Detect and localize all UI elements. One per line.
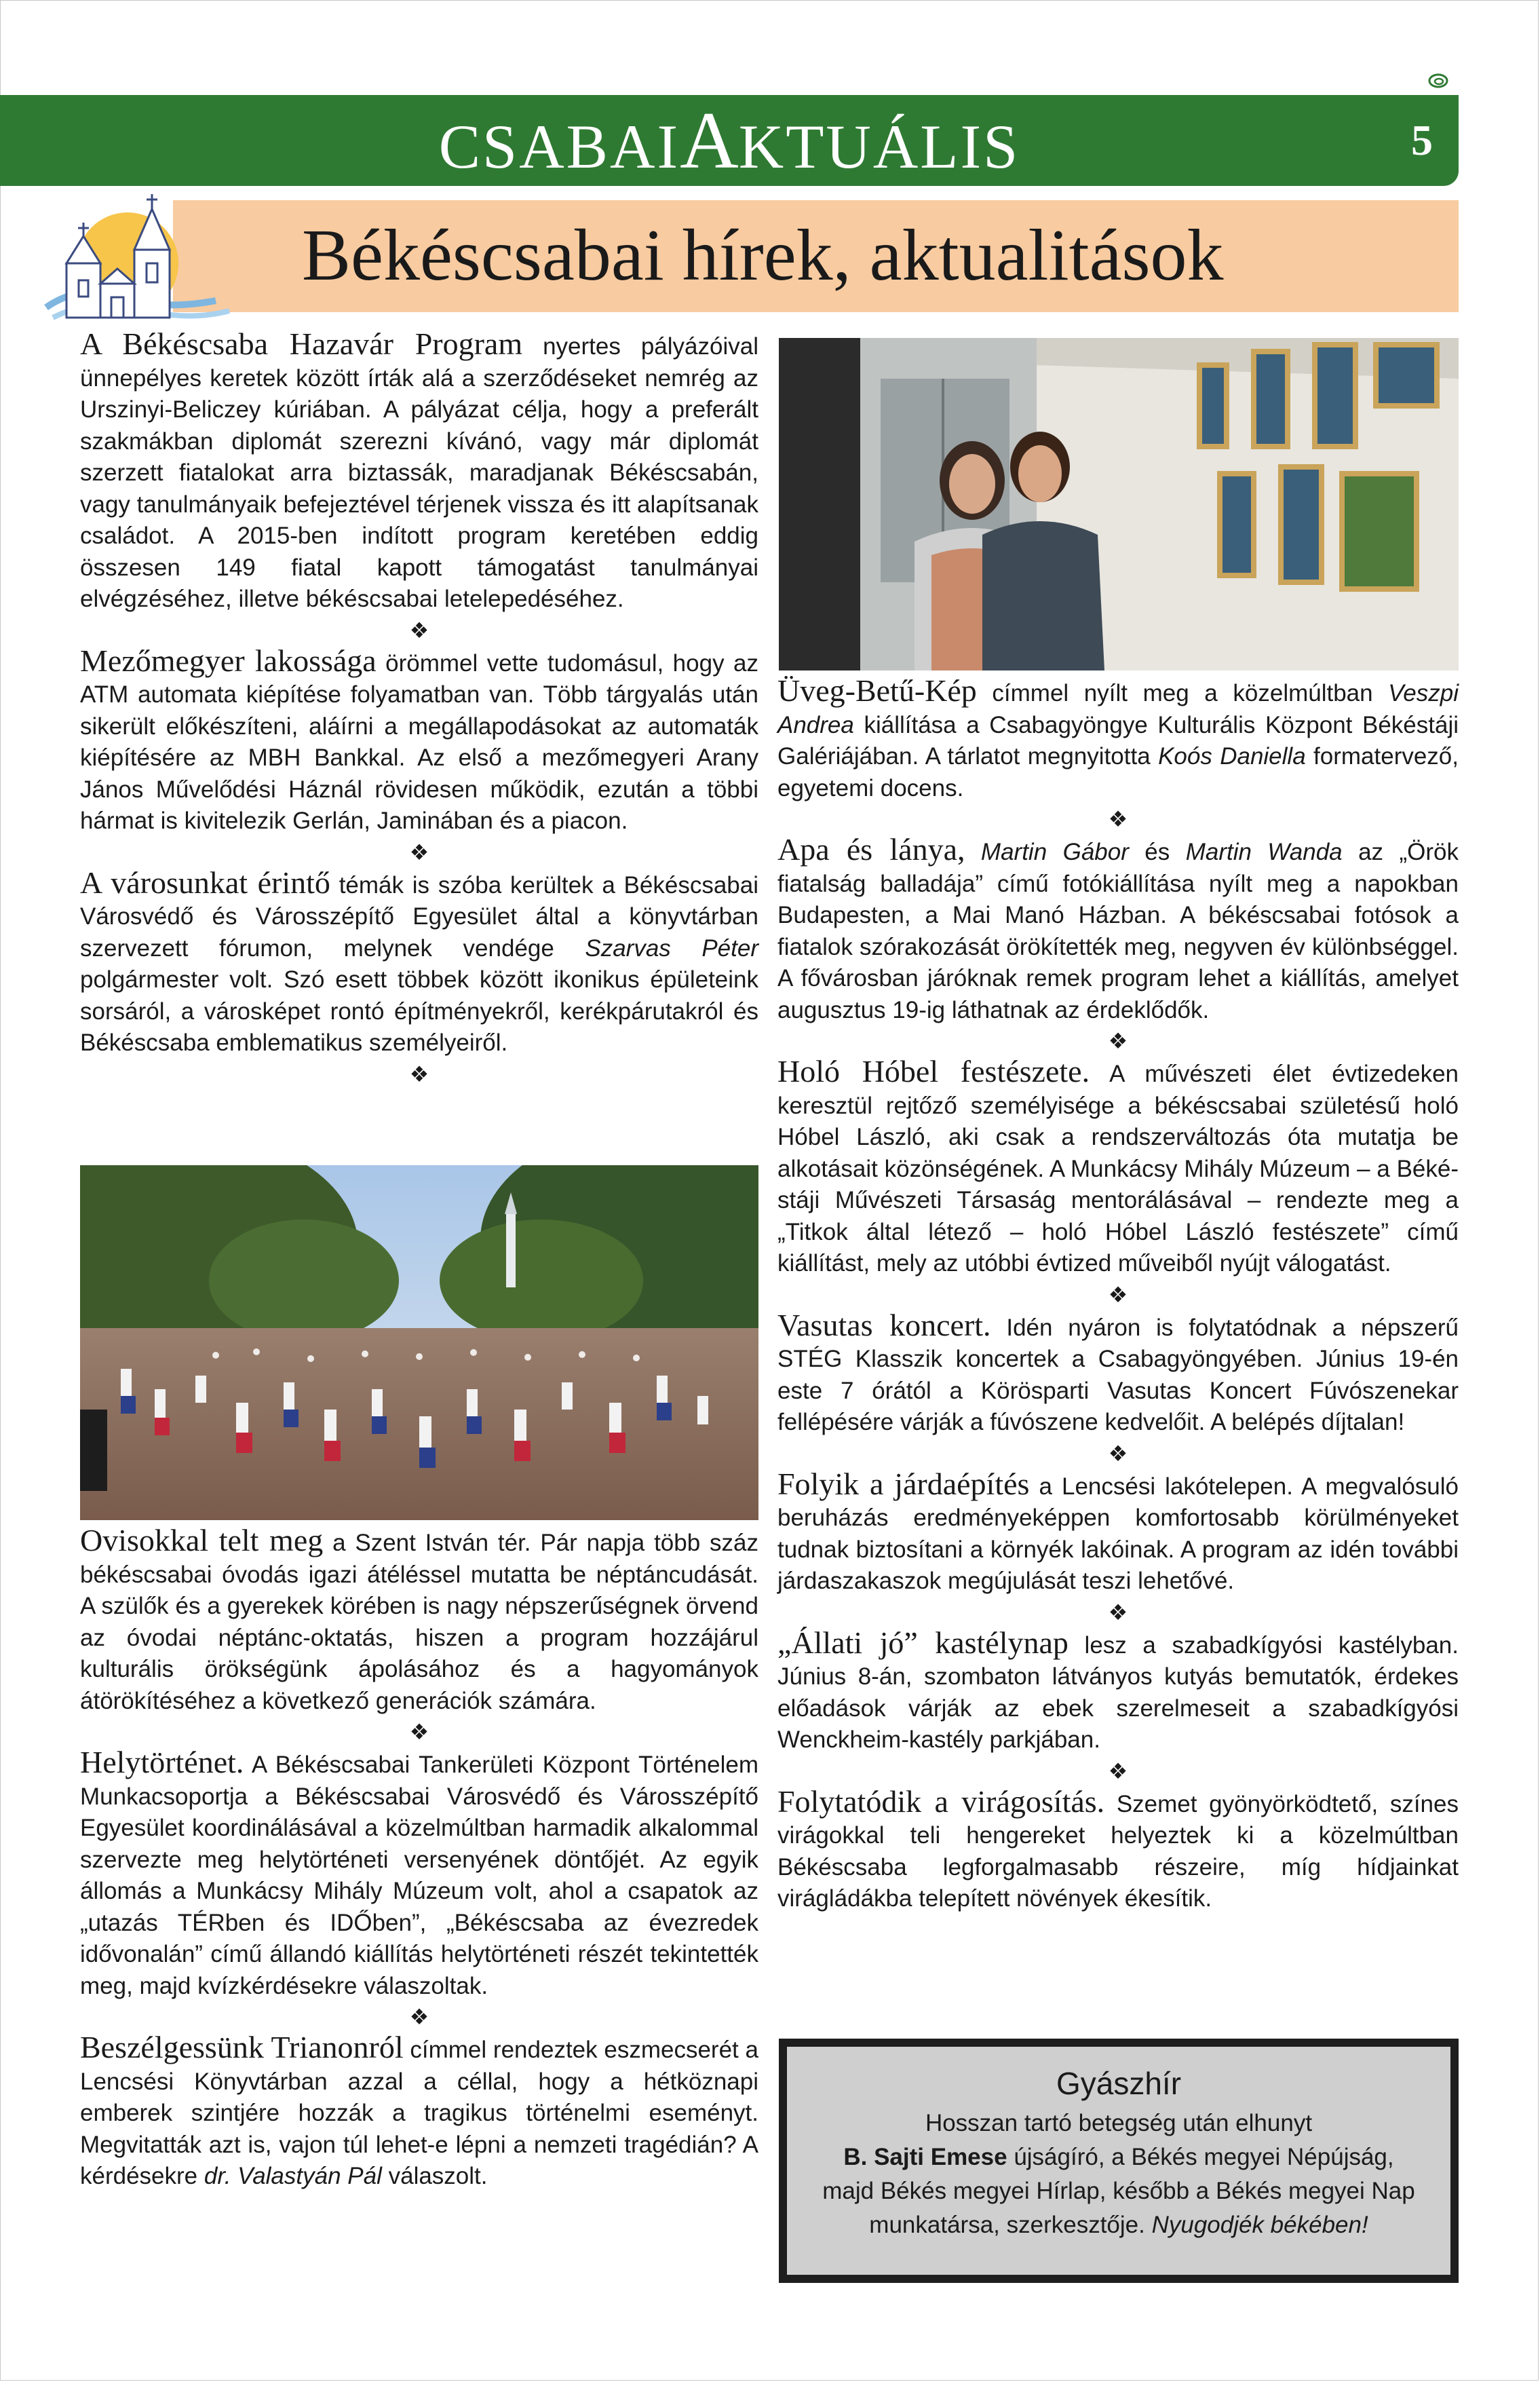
left-column-lower — [80, 1525, 758, 2193]
article-lead: Üveg-Betű-Kép — [777, 673, 977, 708]
article-trianon — [80, 2032, 758, 2193]
article-text: A művészeti élet évtizedeken keresztül rejtőző személyisége a békéscsabai születésű holó Hóbel László, aki csak a rendszerváltozás óta mutatja be alkotásait közönségének. A Munkácsy Mihály Múzeum – a Békéstáji Művészeti Társaság mentorálásával – rendezte meg a „Titkok által létező – holó Hóbel László festészete” című kiállítást, mely az utóbbi évtized műveiből nyújt válogatást. — [777, 1061, 1459, 1277]
article-text: és — [1128, 839, 1186, 865]
article-lead: Apa és lánya, — [777, 832, 965, 867]
obituary-line — [787, 2140, 1450, 2174]
article-vasutas — [777, 1307, 1459, 1439]
obituary-line: majd Békés megyei Hírlap, később a Békés megyei Nap — [822, 2178, 1415, 2204]
article-lead: Folytatódik a virágosítás. — [777, 1783, 1105, 1819]
article-lead: Vasutas koncert. — [777, 1307, 991, 1342]
article-text: nyertes pályázóival ünnepélyes keretek között írták alá a szerződéseket nemrég az Urszinyi-Beliczey kúriában. A pályázat célja, hogy a preferált szakmákban diplomát szerezni kívánó, vagy már diplomát szerzett fiatalokat arra biztassák, maradjanak Békéscsabán, vagy tanulmányaik befejeztével térjenek vissza és itt alapítsanak családot. A 2015-ben indított program keretében eddig összesen 149 fiatal kapott támogatást tanulmányai elvégzéséhez, illetve békéscsabai letelepedéséhez. — [80, 333, 758, 612]
obituary-line — [787, 2208, 1450, 2242]
article-lead: A Békéscsaba Hazavár Program — [80, 326, 523, 361]
article-lead: Ovisokkal telt meg — [80, 1523, 324, 1557]
person-name: Veszpi Andrea — [777, 680, 1459, 738]
article-allati — [777, 1627, 1459, 1756]
article-holo — [777, 1056, 1459, 1280]
masthead-initial: A — [680, 95, 739, 185]
article-text: polgármester volt. Szó esett többek között ikonikus épületeink sorsáról, a városképet rontó építményekről, kerékpárutakról és Békéscsaba emblematikus személyeiről. — [80, 966, 758, 1056]
article-lead: Mezőmegyer lakossága — [80, 643, 377, 678]
article-text: Szemet gyönyörködtető, színes virágokkal teli hengereket helyeztek ki a közelmúltban Békéscsaba legforgalmasabb részeire, míg hídjainkat virágládákba telepített növények ékesítik. — [777, 1790, 1459, 1912]
article-text: lesz a szabadkígyósi kastélyban. Június 8-án, szombaton látványos kutyás bemutatók, érdekes előadások várják az ebek szerelmeseit a szabadkígyósi Wenckheim-kastély parkjában. — [777, 1631, 1459, 1753]
obituary-line: Hosszan tartó betegség után elhunyt — [925, 2110, 1313, 2136]
article-text: az „Örök fiatalság balladája” című fotókiállítása nyílt meg a napokban Budapesten, a Mai Manó Házban. A békéscsabai fotósok a fiatalok szórakozását örökítették meg, negyven év különbséggel. A fővárosban járóknak remek program lehet a kiállítás, amelyet augusztus 19-ig láthatnak az érdeklődők. — [777, 839, 1459, 1023]
article-text: válaszolt. — [381, 2163, 488, 2189]
obituary-box — [779, 2039, 1459, 2283]
diamond-ornament-icon: ❖ — [1108, 1282, 1128, 1307]
diamond-ornament-icon: ❖ — [1108, 1758, 1128, 1783]
swirl-icon — [1428, 73, 1448, 88]
obituary-text: munkatársa, szerkesztője. — [869, 2212, 1152, 2238]
obituary-name: B. Sajti Emese — [843, 2144, 1007, 2170]
article-text: A Békéscsabai Tankerületi Központ Történelem Munkacsoportja a Békéscsabai Városvédő és Városszépítő Egyesület koordinálásával a közelmúltban harmadik alkalommal szervezte meg helytörténeti versenyének döntőjét. Az egyik állomás a Munkácsy Mihály Múzeum volt, ahol a csapatok az „utazás TÉRben és IDŐben”, „Békéscsaba az évezredek idővonalán” című állandó kiállítás helytörténeti részét tekintették meg, majd kvízkérdésekre válaszoltak. — [80, 1752, 758, 1999]
person-name: Martin Gábor — [980, 839, 1129, 865]
article-text: formatervező, egyetemi docens. — [777, 743, 1459, 801]
section-title: Békéscsabai hírek, aktualitások — [302, 215, 1224, 296]
diamond-ornament-icon: ❖ — [409, 1061, 429, 1086]
article-viragositas — [777, 1783, 1459, 1915]
folk-dance-square-photo — [80, 1165, 758, 1520]
obituary-text: újságíró, a Békés megyei Népújság, — [1007, 2144, 1394, 2170]
article-lead: Folyik a járdaépítés — [777, 1466, 1030, 1501]
article-lead: Beszélgessünk Trianonról — [80, 2030, 404, 2064]
gallery-exhibition-photo — [779, 338, 1459, 670]
article-text: örömmel vette tudomásul, hogy az ATM automata kiépítése folyamatban van. Több tárgyalás után sikerült előkészíteni, aláírni a megállapodásokat az automaták kiépítésére az MBH Bankkal. Az első a mezőmegyeri Arany János Művelődési Háznál rövidesen működik, ezután a többi hármat is kivitelezik Gerlán, Jaminában és a piacon. — [80, 649, 758, 834]
article-ovisokkal — [80, 1525, 758, 1717]
article-jarda — [777, 1466, 1459, 1598]
diamond-ornament-icon: ❖ — [409, 1720, 429, 1744]
person-name: Koós Daniella — [1158, 743, 1306, 770]
diamond-ornament-icon: ❖ — [1108, 1600, 1128, 1625]
left-column — [80, 328, 758, 1089]
church-towers-sun-logo — [39, 189, 236, 324]
article-mezomegyer — [80, 645, 758, 837]
diamond-ornament-icon: ❖ — [1108, 1029, 1128, 1053]
article-text — [965, 839, 980, 865]
article-text: címmel rendeztek eszmecserét a Lencsési Könyvtárban azzal a céllal, hogy a hétköznapi emberek szintjére hozzák a tragikus történelmi eseményt. Megvitatták azt is, vajon túl lehet-e lépni a nemzeti tragédián? A kérdésekre — [80, 2037, 758, 2189]
person-name: Martin Wanda — [1185, 839, 1343, 865]
diamond-ornament-icon: ❖ — [1108, 807, 1128, 831]
article-text: a Szent István tér. Pár napja több száz békéscsabai óvodás igazi átéléssel mutatta be néptáncudását. A szülők és a gyerekek körében is nagy népszerűségnek örvend az óvodai néptánc-oktatás, hiszen a program hozzájárul kulturális örökségünk ápolásához és a hagyományok átörökítéséhez a következő generációk számára. — [80, 1530, 758, 1714]
obituary-title: Gyászhír — [1056, 2066, 1182, 2101]
masthead-word-csabai: CSABAI — [438, 112, 680, 181]
diamond-ornament-icon: ❖ — [409, 839, 429, 865]
article-lead: A városunkat érintő — [80, 865, 330, 900]
diamond-ornament-icon: ❖ — [409, 618, 429, 643]
article-text: a Lencsési lakótelepen. A megvalósuló beruházás eredményeképpen komfortosabb körülményeket tudnak biztosítani a környék lakóinak. A program az idén további járdaszakaszok megújulását teszi lehetővé. — [777, 1473, 1459, 1594]
obituary-closing: Nyugodjék békében! — [1151, 2212, 1368, 2238]
article-uveg — [777, 675, 1459, 804]
article-apa — [777, 834, 1459, 1026]
article-text: címmel nyílt meg a közelmúltban — [976, 680, 1389, 706]
article-text: Idén nyáron is folytatódnak a népszerű STÉG Klasszik koncertek a Csabagyöngyében. Június 19-én este 7 órától a Körösparti Vasutas Koncert Fúvószenekar fellépésére várják a fúvószene kedvelőit. A belépés díjtalan! — [777, 1314, 1459, 1435]
person-name: dr. Valastyán Pál — [204, 2163, 382, 2189]
masthead-word-aktualis: KTUÁLIS — [738, 112, 1020, 181]
obituary-content — [787, 2047, 1450, 2275]
article-varosunkat — [80, 867, 758, 1059]
right-column — [777, 675, 1459, 1915]
page-number: 5 — [1411, 116, 1433, 164]
article-text: kiállítása a Csabagyöngye Kulturális Központ Békéstáji Galériájában. A tárlatot megnyitotta — [777, 711, 1459, 770]
article-lead: Helytörténet. — [80, 1745, 244, 1779]
person-name: Szarvas Péter — [585, 934, 758, 962]
diamond-ornament-icon: ❖ — [409, 2005, 429, 2029]
article-hazavar — [80, 328, 758, 616]
diamond-ornament-icon: ❖ — [1108, 1441, 1128, 1466]
article-lead: Holó Hóbel festészete. — [777, 1054, 1090, 1089]
article-helytortenet — [80, 1747, 758, 2002]
masthead-bar — [0, 95, 1459, 186]
article-lead: „Állati jó” kastélynap — [777, 1625, 1069, 1660]
article-text: témák is szóba kerültek a Békéscsabai Városvédő és Városszépítő Egyesület által a könyvtárban szervezett fórumon, melynek vendége — [80, 871, 759, 962]
masthead-title — [0, 95, 1459, 186]
